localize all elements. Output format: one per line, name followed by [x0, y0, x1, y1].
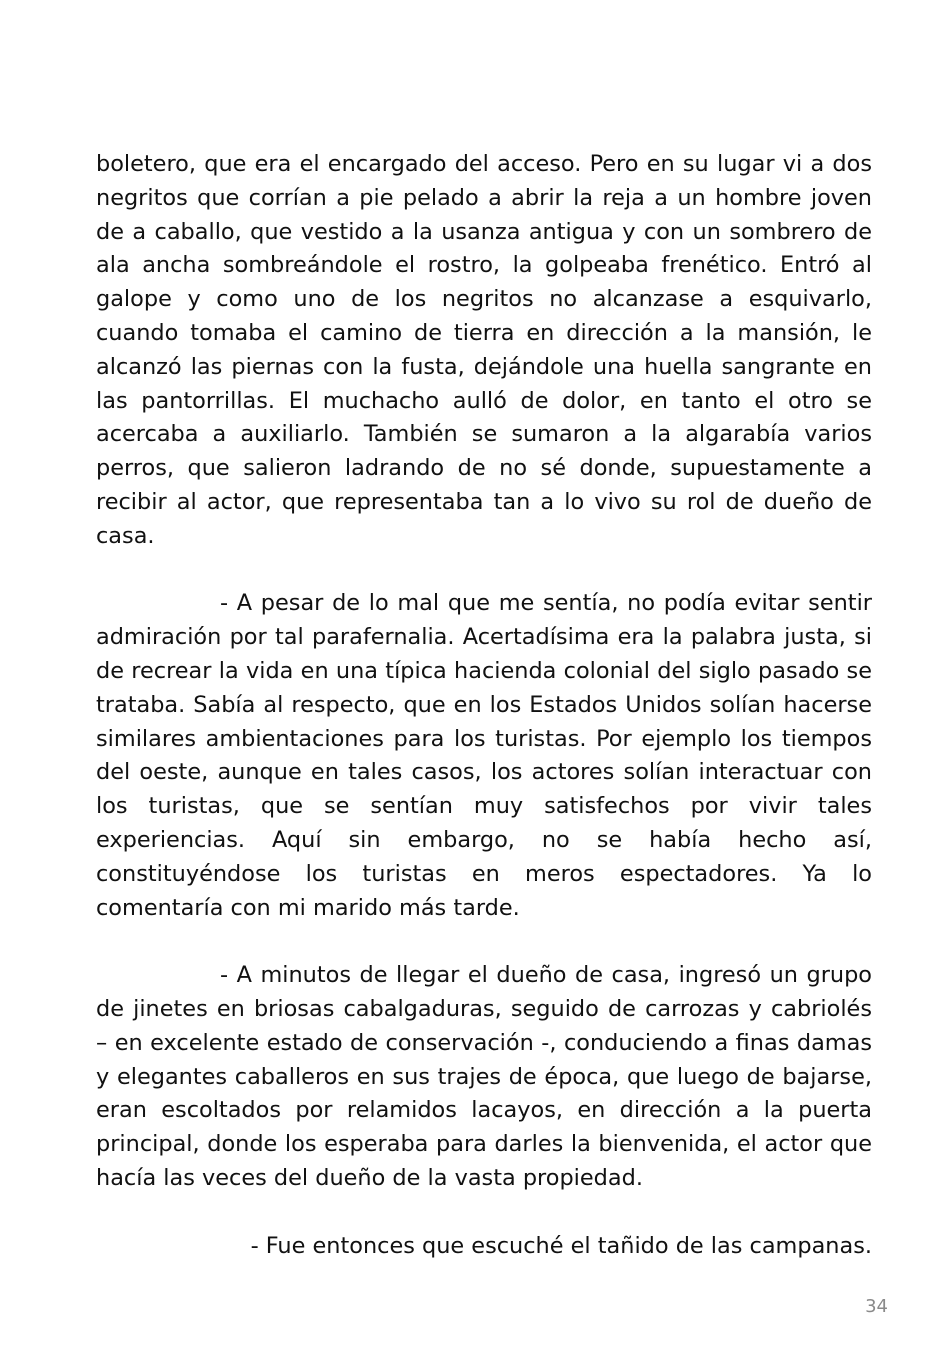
paragraph-1: boletero, que era el encargado del acceso. Pero en su lugar vi a dos negritos que corrían a pie pelado a abrir la reja a un hombre joven de a caballo, que vestido a la usanza antigua y con un sombrero de ala ancha sombreándole el rostro, la golpeaba frenético. Entró al galope y como uno de los negritos no alcanzase a esquivarlo, cuando tomaba el camino de tierra en dirección a la mansión, le alcanzó las piernas con la fusta, dejándole una huella sangrante en las pantorrillas. El muchacho aulló de dolor, en tanto el otro se acercaba a auxiliarlo. También se sumaron a la algarabía varios perros, que salieron ladrando de no sé donde, supuestamente a recibir al actor, que representaba tan a lo vivo su rol de dueño de casa.: [96, 151, 872, 549]
paragraph-gap: [96, 1196, 872, 1230]
document-body: [96, 148, 872, 1263]
paragraph-2: - A pesar de lo mal que me sentía, no podía evitar sentir admiración por tal parafernalia. Acertadísima era la palabra justa, si de recrear la vida en una típica hacienda colonial del siglo pasado se trataba. Sabía al respecto, que en los Estados Unidos solían hacerse similares ambientaciones para los turistas. Por ejemplo los tiempos del oeste, aunque en tales casos, los actores solían interactuar con los turistas, que se sentían muy satisfechos por vivir tales experiencias. Aquí sin embargo, no se había hecho así, constituyéndose los turistas en meros espectadores. Ya lo comentaría con mi marido más tarde.: [96, 590, 872, 921]
page-number: 34: [865, 1296, 888, 1317]
paragraph-gap: [96, 554, 872, 588]
paragraph-4: - Fue entonces que escuché el tañido de las campanas.: [250, 1232, 872, 1259]
paragraph-3: - A minutos de llegar el dueño de casa, ingresó un grupo de jinetes en briosas cabalgaduras, seguido de carrozas y cabriolés – en excelente estado de conservación -, conduciendo a finas damas y elegantes caballeros en sus trajes de época, que luego de bajarse, eran escoltados por relamidos lacayos, en dirección a la puerta principal, donde los esperaba para darles la bienvenida, el actor que hacía las veces del dueño de la vasta propiedad.: [96, 962, 872, 1191]
paragraph-gap: [96, 925, 872, 959]
